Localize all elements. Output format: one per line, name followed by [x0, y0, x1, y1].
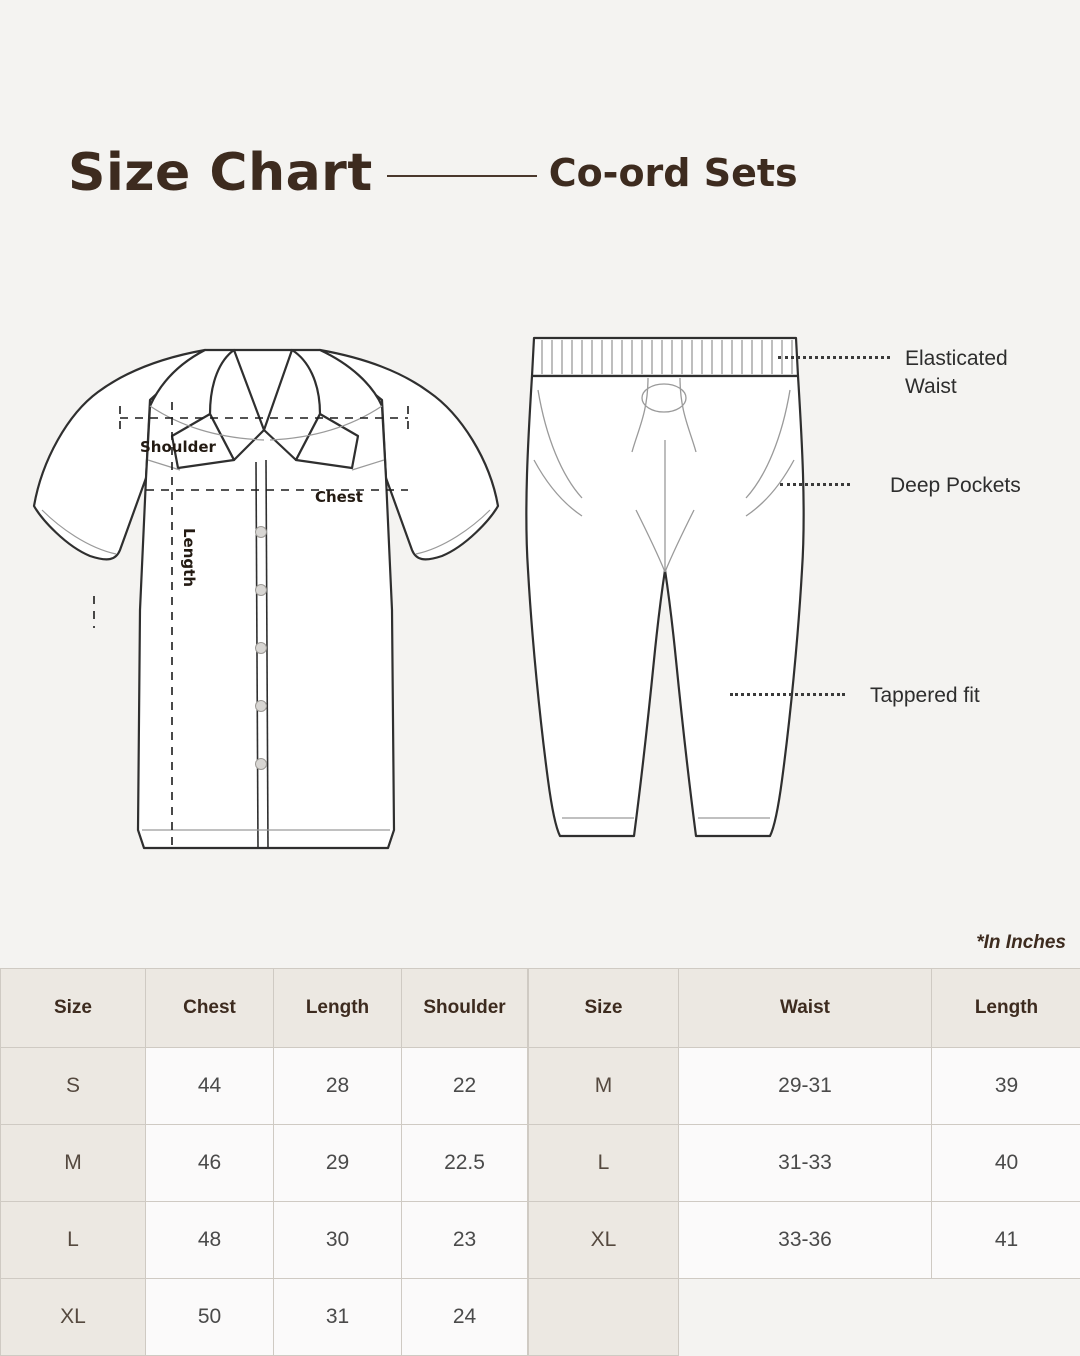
- page-title: Size Chart: [68, 143, 373, 203]
- callout-leader-line-2: [780, 483, 850, 486]
- cell-pant-waist: 31-33: [679, 1125, 932, 1202]
- table-row: [529, 1048, 1080, 1125]
- th-shirt-length: Length: [274, 969, 402, 1048]
- cell-shirt-chest: 48: [146, 1202, 274, 1279]
- cell-shirt-chest: 46: [146, 1125, 274, 1202]
- size-tables: [0, 968, 1080, 1350]
- cell-pant-size: M: [529, 1048, 679, 1125]
- table-header-row: [529, 969, 1080, 1048]
- table-header-row: [1, 969, 528, 1048]
- cell-pant-length: 41: [932, 1202, 1080, 1279]
- table-row: [1, 1279, 528, 1356]
- cell-shirt-length: 29: [274, 1125, 402, 1202]
- units-note: *In Inches: [976, 932, 1066, 954]
- cell-shirt-length: 31: [274, 1279, 402, 1356]
- callout-elasticated-waist: Elasticated Waist: [905, 345, 1065, 402]
- shirt-illustration: [20, 310, 540, 890]
- cell-shirt-shoulder: 22: [402, 1048, 528, 1125]
- callout-deep-pockets: Deep Pockets: [890, 472, 1070, 500]
- th-shirt-chest: Chest: [146, 969, 274, 1048]
- cell-shirt-size: XL: [1, 1279, 146, 1356]
- cell-shirt-size: S: [1, 1048, 146, 1125]
- title-divider: [387, 175, 537, 177]
- th-shirt-shoulder: Shoulder: [402, 969, 528, 1048]
- cell-shirt-size: M: [1, 1125, 146, 1202]
- illustration-area: [0, 300, 1080, 900]
- header: [68, 138, 1020, 208]
- cell-shirt-shoulder: 24: [402, 1279, 528, 1356]
- pants-illustration: [520, 320, 810, 880]
- cell-empty-size: [529, 1279, 679, 1356]
- cell-pant-waist: 33-36: [679, 1202, 932, 1279]
- cell-pant-waist: 29-31: [679, 1048, 932, 1125]
- cell-shirt-length: 28: [274, 1048, 402, 1125]
- cell-pant-size: L: [529, 1125, 679, 1202]
- cell-pant-length: 39: [932, 1048, 1080, 1125]
- table-row: [529, 1125, 1080, 1202]
- cell-shirt-length: 30: [274, 1202, 402, 1279]
- label-shoulder: Shoulder: [140, 438, 216, 456]
- table-row: [1, 1125, 528, 1202]
- callout-tappered-fit: Tappered fit: [870, 682, 1070, 710]
- cell-shirt-chest: 44: [146, 1048, 274, 1125]
- cell-pant-length: 40: [932, 1125, 1080, 1202]
- th-pant-size: Size: [529, 969, 679, 1048]
- pant-callouts: [770, 320, 1070, 880]
- cell-shirt-chest: 50: [146, 1279, 274, 1356]
- cell-empty-waist: [679, 1279, 932, 1356]
- pant-size-table: [528, 968, 1080, 1356]
- label-length: Length: [180, 528, 198, 587]
- table-row-empty: [529, 1279, 1080, 1356]
- callout-leader-line-1: [778, 356, 890, 359]
- table-row: [529, 1202, 1080, 1279]
- page-subtitle: Co-ord Sets: [549, 151, 798, 195]
- cell-empty-length: [932, 1279, 1080, 1356]
- pants-svg: [520, 320, 810, 880]
- callout-leader-line-3: [730, 693, 845, 696]
- cell-shirt-shoulder: 22.5: [402, 1125, 528, 1202]
- cell-shirt-shoulder: 23: [402, 1202, 528, 1279]
- th-pant-waist: Waist: [679, 969, 932, 1048]
- shirt-size-table: [0, 968, 528, 1356]
- label-chest: Chest: [315, 488, 363, 506]
- th-shirt-size: Size: [1, 969, 146, 1048]
- shirt-svg: [20, 310, 540, 890]
- table-row: [1, 1048, 528, 1125]
- table-row: [1, 1202, 528, 1279]
- th-pant-length: Length: [932, 969, 1080, 1048]
- cell-shirt-size: L: [1, 1202, 146, 1279]
- cell-pant-size: XL: [529, 1202, 679, 1279]
